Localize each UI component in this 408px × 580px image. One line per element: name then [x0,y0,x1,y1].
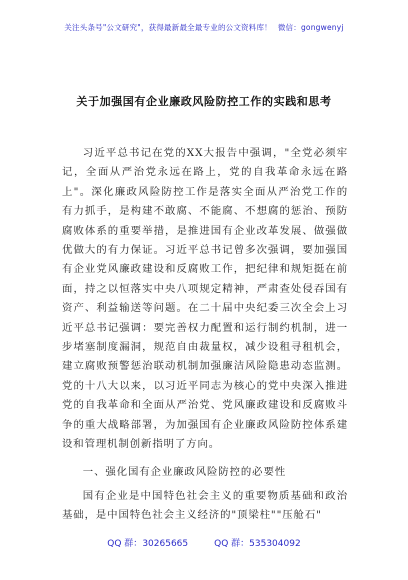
promo-text: 关注头条号"公文研究"，获得最新最全最专业的公文资料库！ [64,23,272,32]
body-paragraph-2: 国有企业是中国特色社会主义的重要物质基础和政治基础，是中国特色社会主义经济的"顶梁柱""压舱石" [62,489,348,522]
qq-group-1-label: QQ 群： [107,539,143,549]
wechat-label: 微信： [277,23,301,32]
document-body [62,144,348,526]
footer-contact [0,536,408,549]
qq-group-1-number: 30265665 [142,539,189,549]
qq-group-2-label: QQ 群： [214,539,250,549]
document-title: 关于加强国有企业廉政风险防控工作的实践和思考 [76,95,332,108]
body-paragraph-1: 习近平总书记在党的XX大报告中强调，"全党必须牢记，全面从严治党永远在路上，党的自我革命永远在路上"。深化廉政风险防控工作是落实全面从严治党工作的有力抓手，是构建不敢腐、不能腐、不想腐的惩治、预防腐败体系的重要举措，是推进国有企业改革发展、做强做优做大的有力保证。习近平总书记曾多次强调，要加强国有企业党风廉政建设和反腐败工作，把纪律和规矩挺在前面，持之以恒落实中央八项规定精神，严肃查处侵吞国有资产、利益输送等问题。在二十届中央纪委三次全会上习近平总书记强调：要完善权力配置和运行制约机制，进一步堵塞制度漏洞，规范自由裁量权，减少设租寻租机会，建立腐败预警惩治联动机制加强廉洁风险隐患动态监测。党的十八大以来，以习近平同志为核心的党中央深入推进党的自我革命和全面从严治党、党风廉政建设和反腐败斗争的重大战略部署，为加强国有企业廉政风险防控体系建设和管理机制创新指明了方向。 [62,147,348,451]
header-promo-banner [0,22,408,33]
wechat-id: gongwenyj [300,23,344,32]
qq-group-2-number: 535304092 [249,539,301,549]
section-heading-1: 一、强化国有企业廉政风险防控的必要性 [82,465,287,478]
